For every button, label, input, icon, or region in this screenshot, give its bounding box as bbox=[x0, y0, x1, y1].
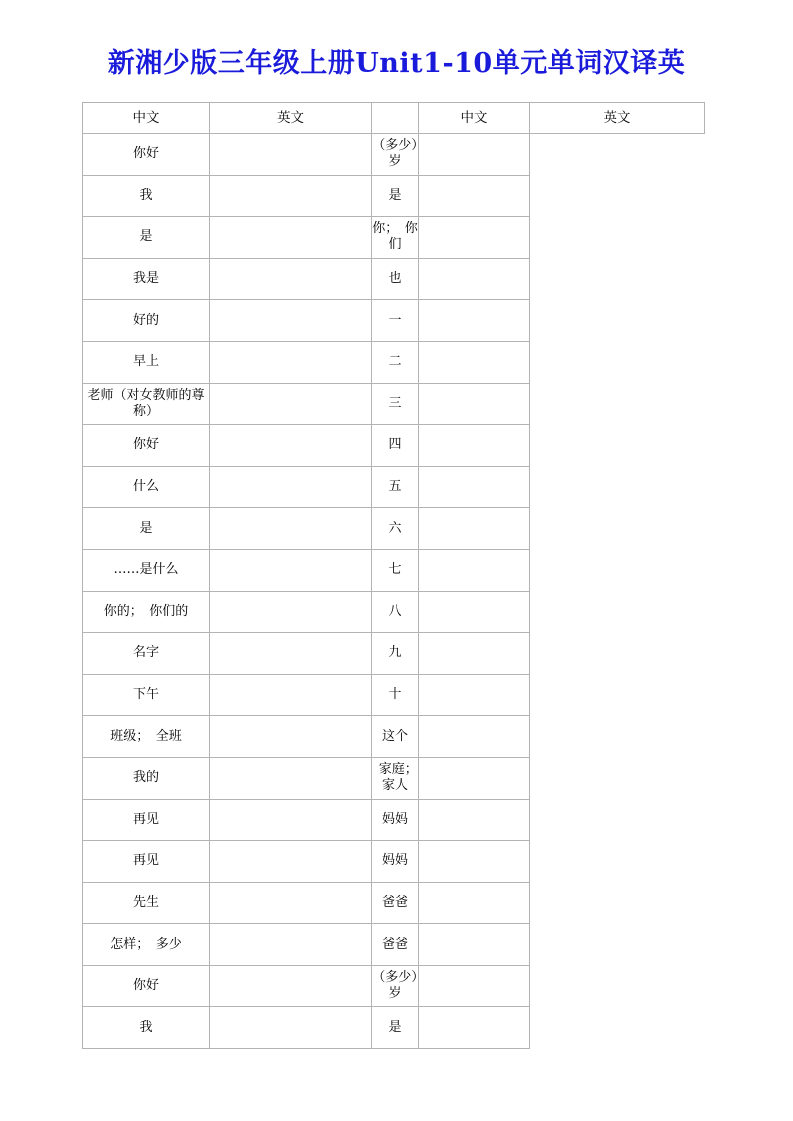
table-row bbox=[83, 965, 705, 1007]
right-english-answer-cell[interactable] bbox=[419, 633, 530, 675]
left-english-answer-cell[interactable] bbox=[210, 175, 372, 217]
right-english-answer-cell[interactable] bbox=[419, 300, 530, 342]
right-chinese-word: 八 bbox=[372, 591, 419, 633]
table-row bbox=[83, 591, 705, 633]
right-chinese-word: 妈妈 bbox=[372, 841, 419, 883]
right-english-answer-cell[interactable] bbox=[419, 258, 530, 300]
left-english-answer-cell[interactable] bbox=[210, 799, 372, 841]
right-chinese-word: 十 bbox=[372, 674, 419, 716]
left-english-answer-cell[interactable] bbox=[210, 217, 372, 259]
right-english-answer-cell[interactable] bbox=[419, 508, 530, 550]
left-chinese-word: 我 bbox=[83, 1007, 210, 1049]
table-header-row bbox=[83, 103, 705, 134]
right-chinese-word: （多少）岁 bbox=[372, 965, 419, 1007]
left-english-answer-cell[interactable] bbox=[210, 716, 372, 758]
left-chinese-word: 什么 bbox=[83, 466, 210, 508]
left-chinese-word: 名字 bbox=[83, 633, 210, 675]
left-chinese-word: 再见 bbox=[83, 841, 210, 883]
right-english-answer-cell[interactable] bbox=[419, 591, 530, 633]
table-row bbox=[83, 258, 705, 300]
left-english-answer-cell[interactable] bbox=[210, 633, 372, 675]
right-chinese-word: 九 bbox=[372, 633, 419, 675]
right-chinese-word: 爸爸 bbox=[372, 882, 419, 924]
left-chinese-word: 你好 bbox=[83, 425, 210, 467]
left-chinese-word: ……是什么 bbox=[83, 549, 210, 591]
right-english-answer-cell[interactable] bbox=[419, 466, 530, 508]
right-english-answer-cell[interactable] bbox=[419, 882, 530, 924]
left-chinese-word: 再见 bbox=[83, 799, 210, 841]
left-chinese-word: 老师（对女教师的尊称） bbox=[83, 383, 210, 425]
header-left-chinese: 中文 bbox=[83, 103, 210, 134]
right-chinese-word: 三 bbox=[372, 383, 419, 425]
table-row bbox=[83, 341, 705, 383]
right-english-answer-cell[interactable] bbox=[419, 674, 530, 716]
table-row bbox=[83, 633, 705, 675]
right-english-answer-cell[interactable] bbox=[419, 799, 530, 841]
table-row bbox=[83, 175, 705, 217]
table-row bbox=[83, 1007, 705, 1049]
left-english-answer-cell[interactable] bbox=[210, 965, 372, 1007]
right-chinese-word: 妈妈 bbox=[372, 799, 419, 841]
right-chinese-word: （多少）岁 bbox=[372, 134, 419, 176]
right-english-answer-cell[interactable] bbox=[419, 841, 530, 883]
right-english-answer-cell[interactable] bbox=[419, 217, 530, 259]
left-english-answer-cell[interactable] bbox=[210, 924, 372, 966]
table-row bbox=[83, 217, 705, 259]
right-chinese-word: 这个 bbox=[372, 716, 419, 758]
page-title: 新湘少版三年级上册Unit1-10单元单词汉译英 bbox=[107, 48, 686, 79]
left-chinese-word: 下午 bbox=[83, 674, 210, 716]
table-row bbox=[83, 841, 705, 883]
right-chinese-word: 六 bbox=[372, 508, 419, 550]
right-chinese-word: 二 bbox=[372, 341, 419, 383]
right-english-answer-cell[interactable] bbox=[419, 383, 530, 425]
header-right-english: 英文 bbox=[530, 103, 705, 134]
left-chinese-word: 是 bbox=[83, 217, 210, 259]
left-english-answer-cell[interactable] bbox=[210, 466, 372, 508]
table-row bbox=[83, 924, 705, 966]
right-english-answer-cell[interactable] bbox=[419, 924, 530, 966]
right-chinese-word: 一 bbox=[372, 300, 419, 342]
right-chinese-word: 是 bbox=[372, 1007, 419, 1049]
table-row bbox=[83, 508, 705, 550]
left-chinese-word: 先生 bbox=[83, 882, 210, 924]
left-english-answer-cell[interactable] bbox=[210, 674, 372, 716]
header-right-chinese: 中文 bbox=[419, 103, 530, 134]
left-english-answer-cell[interactable] bbox=[210, 341, 372, 383]
right-english-answer-cell[interactable] bbox=[419, 341, 530, 383]
right-english-answer-cell[interactable] bbox=[419, 175, 530, 217]
table-row bbox=[83, 882, 705, 924]
left-chinese-word: 我的 bbox=[83, 757, 210, 799]
right-chinese-word: 也 bbox=[372, 258, 419, 300]
left-chinese-word: 你的； 你们的 bbox=[83, 591, 210, 633]
right-english-answer-cell[interactable] bbox=[419, 716, 530, 758]
left-chinese-word: 好的 bbox=[83, 300, 210, 342]
left-english-answer-cell[interactable] bbox=[210, 591, 372, 633]
table-row bbox=[83, 466, 705, 508]
right-english-answer-cell[interactable] bbox=[419, 549, 530, 591]
table-row bbox=[83, 425, 705, 467]
vocabulary-table bbox=[82, 102, 705, 1049]
left-chinese-word: 我是 bbox=[83, 258, 210, 300]
left-chinese-word: 班级； 全班 bbox=[83, 716, 210, 758]
left-chinese-word: 怎样； 多少 bbox=[83, 924, 210, 966]
table-row bbox=[83, 674, 705, 716]
right-chinese-word: 七 bbox=[372, 549, 419, 591]
right-chinese-word: 家庭； 家人 bbox=[372, 757, 419, 799]
right-chinese-word: 四 bbox=[372, 425, 419, 467]
left-chinese-word: 我 bbox=[83, 175, 210, 217]
table-row bbox=[83, 757, 705, 799]
header-left-english: 英文 bbox=[210, 103, 372, 134]
right-english-answer-cell[interactable] bbox=[419, 425, 530, 467]
right-english-answer-cell[interactable] bbox=[419, 1007, 530, 1049]
right-chinese-word: 五 bbox=[372, 466, 419, 508]
left-english-answer-cell[interactable] bbox=[210, 383, 372, 425]
right-english-answer-cell[interactable] bbox=[419, 965, 530, 1007]
left-chinese-word: 是 bbox=[83, 508, 210, 550]
left-english-answer-cell[interactable] bbox=[210, 549, 372, 591]
right-english-answer-cell[interactable] bbox=[419, 134, 530, 176]
right-chinese-word: 是 bbox=[372, 175, 419, 217]
right-chinese-word: 你； 你们 bbox=[372, 217, 419, 259]
table-row bbox=[83, 549, 705, 591]
left-english-answer-cell[interactable] bbox=[210, 300, 372, 342]
table-row bbox=[83, 716, 705, 758]
left-english-answer-cell[interactable] bbox=[210, 134, 372, 176]
left-english-answer-cell[interactable] bbox=[210, 841, 372, 883]
left-english-answer-cell[interactable] bbox=[210, 882, 372, 924]
left-english-answer-cell[interactable] bbox=[210, 757, 372, 799]
left-english-answer-cell[interactable] bbox=[210, 425, 372, 467]
left-english-answer-cell[interactable] bbox=[210, 258, 372, 300]
left-chinese-word: 你好 bbox=[83, 134, 210, 176]
table-row bbox=[83, 134, 705, 176]
right-english-answer-cell[interactable] bbox=[419, 757, 530, 799]
table-row bbox=[83, 799, 705, 841]
left-chinese-word: 早上 bbox=[83, 341, 210, 383]
right-chinese-word: 爸爸 bbox=[372, 924, 419, 966]
column-gap bbox=[372, 103, 419, 134]
table-row bbox=[83, 383, 705, 425]
left-chinese-word: 你好 bbox=[83, 965, 210, 1007]
left-english-answer-cell[interactable] bbox=[210, 508, 372, 550]
left-english-answer-cell[interactable] bbox=[210, 1007, 372, 1049]
table-row bbox=[83, 300, 705, 342]
